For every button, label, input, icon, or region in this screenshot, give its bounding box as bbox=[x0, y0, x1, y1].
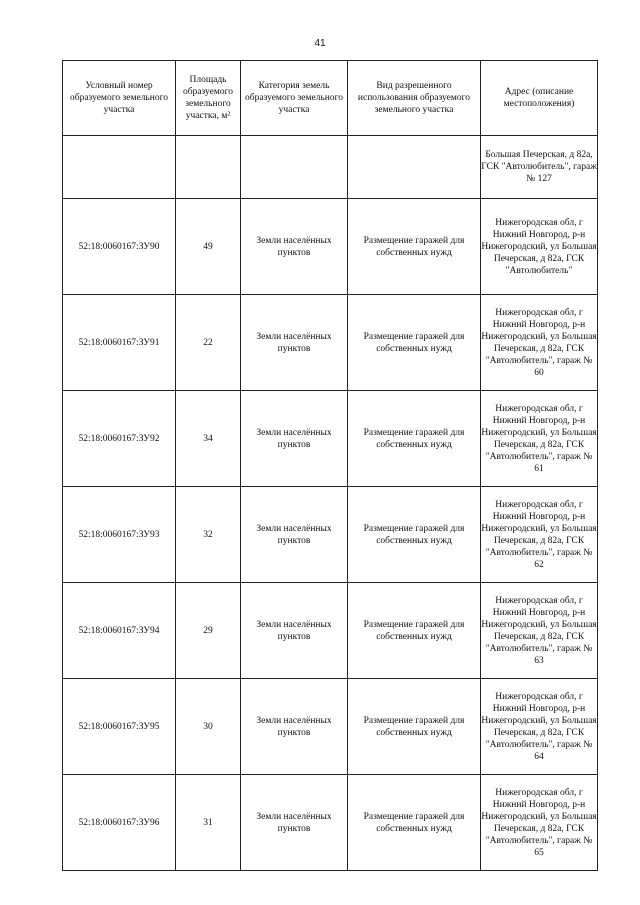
cell-permitted-use: Размещение гаражей для собственных нужд bbox=[348, 199, 481, 295]
cell-address: Нижегородская обл, г Нижний Новгород, р-н Нижегородский, ул Большая Печерская, д 82а, ГСК "Автолюбитель", гараж № 64 bbox=[481, 679, 598, 775]
cell-plot-number: 52:18:0060167:ЗУ95 bbox=[63, 679, 176, 775]
cell-address: Нижегородская обл, г Нижний Новгород, р-н Нижегородский, ул Большая Печерская, д 82а, ГСК "Автолюбитель", гараж № 61 bbox=[481, 391, 598, 487]
cell-category: Земли населённых пунктов bbox=[241, 487, 348, 583]
land-plots-table bbox=[62, 60, 598, 871]
cell-permitted-use: Размещение гаражей для собственных нужд bbox=[348, 391, 481, 487]
cell-permitted-use bbox=[348, 136, 481, 199]
cell-address: Нижегородская обл, г Нижний Новгород, р-н Нижегородский, ул Большая Печерская, д 82а, ГСК "Автолюбитель", гараж № 62 bbox=[481, 487, 598, 583]
cell-address: Нижегородская обл, г Нижний Новгород, р-н Нижегородский, ул Большая Печерская, д 82а, ГСК "Автолюбитель" bbox=[481, 199, 598, 295]
cell-permitted-use: Размещение гаражей для собственных нужд bbox=[348, 295, 481, 391]
cell-address: Нижегородская обл, г Нижний Новгород, р-н Нижегородский, ул Большая Печерская, д 82а, ГСК "Автолюбитель", гараж № 65 bbox=[481, 775, 598, 871]
cell-area: 22 bbox=[176, 295, 241, 391]
table-row bbox=[63, 295, 598, 391]
header-category: Категория земель образуемого земельного участка bbox=[241, 61, 348, 136]
cell-permitted-use: Размещение гаражей для собственных нужд bbox=[348, 679, 481, 775]
cell-plot-number: 52:18:0060167:ЗУ90 bbox=[63, 199, 176, 295]
cell-category: Земли населённых пунктов bbox=[241, 583, 348, 679]
cell-area: 29 bbox=[176, 583, 241, 679]
cell-address: Нижегородская обл, г Нижний Новгород, р-н Нижегородский, ул Большая Печерская, д 82а, ГСК "Автолюбитель", гараж № 60 bbox=[481, 295, 598, 391]
cell-area: 30 bbox=[176, 679, 241, 775]
header-permitted-use: Вид разрешенного использования образуемого земельного участка bbox=[348, 61, 481, 136]
table-row bbox=[63, 679, 598, 775]
cell-area bbox=[176, 136, 241, 199]
cell-plot-number: 52:18:0060167:ЗУ94 bbox=[63, 583, 176, 679]
table-row bbox=[63, 391, 598, 487]
table-row bbox=[63, 583, 598, 679]
cell-permitted-use: Размещение гаражей для собственных нужд bbox=[348, 583, 481, 679]
cell-plot-number: 52:18:0060167:ЗУ91 bbox=[63, 295, 176, 391]
cell-category: Земли населённых пунктов bbox=[241, 775, 348, 871]
table-row bbox=[63, 775, 598, 871]
cell-plot-number: 52:18:0060167:ЗУ96 bbox=[63, 775, 176, 871]
table-row bbox=[63, 487, 598, 583]
cell-area: 34 bbox=[176, 391, 241, 487]
cell-area: 49 bbox=[176, 199, 241, 295]
cell-plot-number bbox=[63, 136, 176, 199]
cell-area: 31 bbox=[176, 775, 241, 871]
header-address: Адрес (описание местоположения) bbox=[481, 61, 598, 136]
cell-plot-number: 52:18:0060167:ЗУ93 bbox=[63, 487, 176, 583]
cell-permitted-use: Размещение гаражей для собственных нужд bbox=[348, 775, 481, 871]
cell-category: Земли населённых пунктов bbox=[241, 295, 348, 391]
cell-area: 32 bbox=[176, 487, 241, 583]
table-header-row bbox=[63, 61, 598, 136]
page-number: 41 bbox=[314, 38, 326, 49]
header-plot-number: Условный номер образуемого земельного участка bbox=[63, 61, 176, 136]
table-row bbox=[63, 136, 598, 199]
cell-category bbox=[241, 136, 348, 199]
cell-category: Земли населённых пунктов bbox=[241, 679, 348, 775]
cell-permitted-use: Размещение гаражей для собственных нужд bbox=[348, 487, 481, 583]
cell-plot-number: 52:18:0060167:ЗУ92 bbox=[63, 391, 176, 487]
cell-category: Земли населённых пунктов bbox=[241, 199, 348, 295]
cell-address: Нижегородская обл, г Нижний Новгород, р-н Нижегородский, ул Большая Печерская, д 82а, ГСК "Автолюбитель", гараж № 63 bbox=[481, 583, 598, 679]
cell-address: Большая Печерская, д 82а, ГСК "Автолюбитель", гараж № 127 bbox=[481, 136, 598, 199]
header-area: Площадь образуемого земельного участка, м² bbox=[176, 61, 241, 136]
cell-category: Земли населённых пунктов bbox=[241, 391, 348, 487]
table-row bbox=[63, 199, 598, 295]
